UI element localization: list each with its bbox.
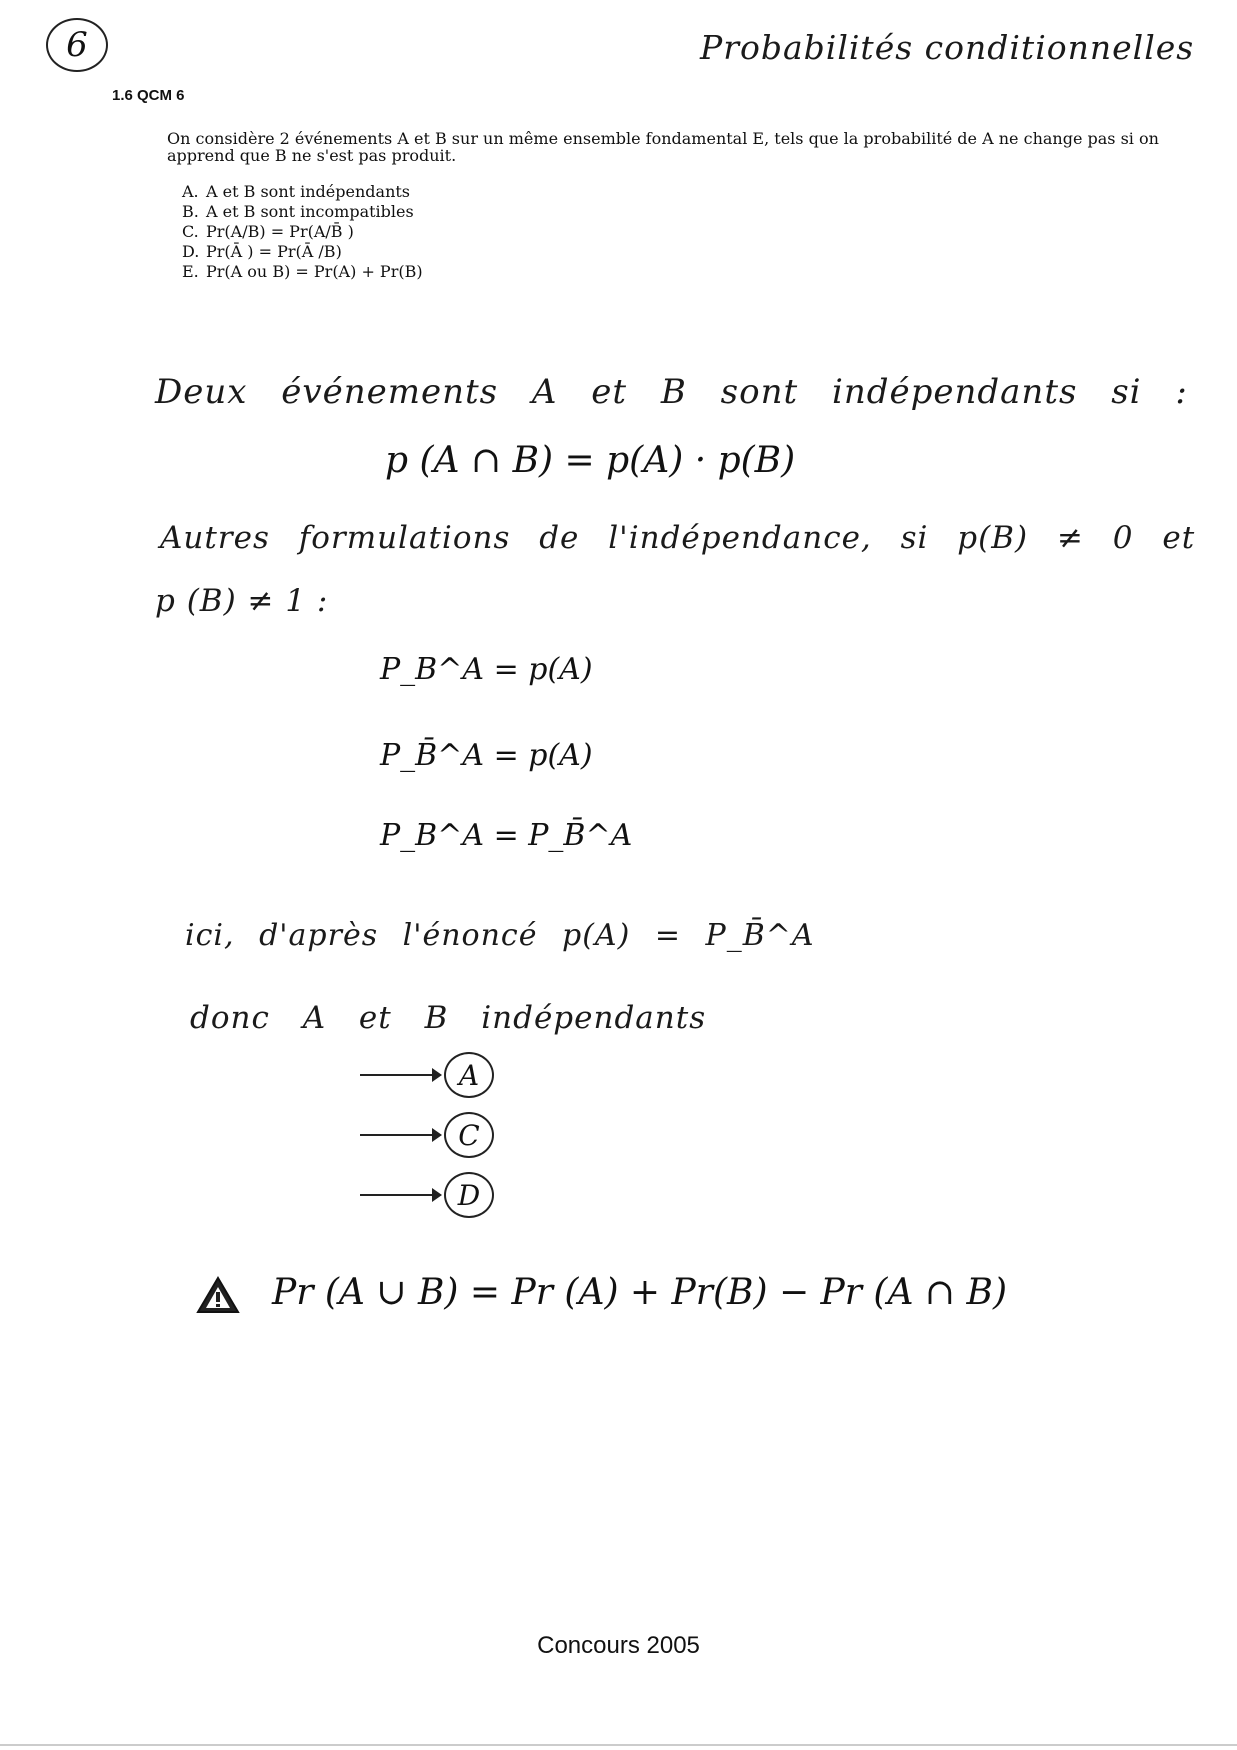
options-list xyxy=(182,182,423,282)
answer-circle-a: A xyxy=(444,1052,494,1098)
handwritten-title: Probabilités conditionnelles xyxy=(700,28,1195,67)
option-e: E. Pr(A ou B) = Pr(A) + Pr(B) xyxy=(182,262,423,281)
arrow-icon xyxy=(360,1074,440,1076)
handwritten-other-forms-cont: p (B) ≠ 1 : xyxy=(155,583,329,619)
arrow-icon xyxy=(360,1194,440,1196)
handwritten-definition: Deux événements A et B sont indépendants si : xyxy=(155,372,1188,412)
handwritten-here: ici, d'après l'énoncé p(A) = P_B̄^A xyxy=(185,918,815,953)
handwritten-formula-product: p (A ∩ B) = p(A) · p(B) xyxy=(385,440,796,481)
option-b: B. A et B sont incompatibles xyxy=(182,202,414,221)
bottom-rule xyxy=(0,1744,1237,1746)
answer-row-c xyxy=(360,1112,494,1158)
handwritten-conclusion: donc A et B indépendants xyxy=(190,1000,707,1036)
answer-circle-d: D xyxy=(444,1172,494,1218)
option-a: A. A et B sont indépendants xyxy=(182,182,411,201)
handwritten-warning-formula: Pr (A ∪ B) = Pr (A) + Pr(B) − Pr (A ∩ B) xyxy=(272,1272,1008,1313)
handwritten-other-forms: Autres formulations de l'indépendance, si p(B) ≠ 0 et xyxy=(160,520,1196,556)
question-text: On considère 2 événements A et B sur un même ensemble fondamental E, tels que la probabilité de A ne change pas si on apprend que B ne s'est pas produit. xyxy=(167,129,1159,165)
handwritten-formula-4: P_B^A = P_B̄^A xyxy=(380,818,633,853)
warning-icon xyxy=(196,1275,240,1315)
handwritten-formula-3: P_B̄^A = p(A) xyxy=(380,738,593,773)
arrow-icon xyxy=(360,1134,440,1136)
footer-text: Concours 2005 xyxy=(537,1632,700,1659)
answer-row-d xyxy=(360,1172,494,1218)
handwritten-formula-2: P_B^A = p(A) xyxy=(380,652,593,687)
page-number: 6 xyxy=(46,18,108,72)
section-heading: 1.6 QCM 6 xyxy=(112,87,185,104)
answer-circle-c: C xyxy=(444,1112,494,1158)
option-c: C. Pr(A/B) = Pr(A/B̄ ) xyxy=(182,222,354,241)
option-d: D. Pr(Ā ) = Pr(Ā /B) xyxy=(182,242,342,261)
answer-row-a xyxy=(360,1052,494,1098)
